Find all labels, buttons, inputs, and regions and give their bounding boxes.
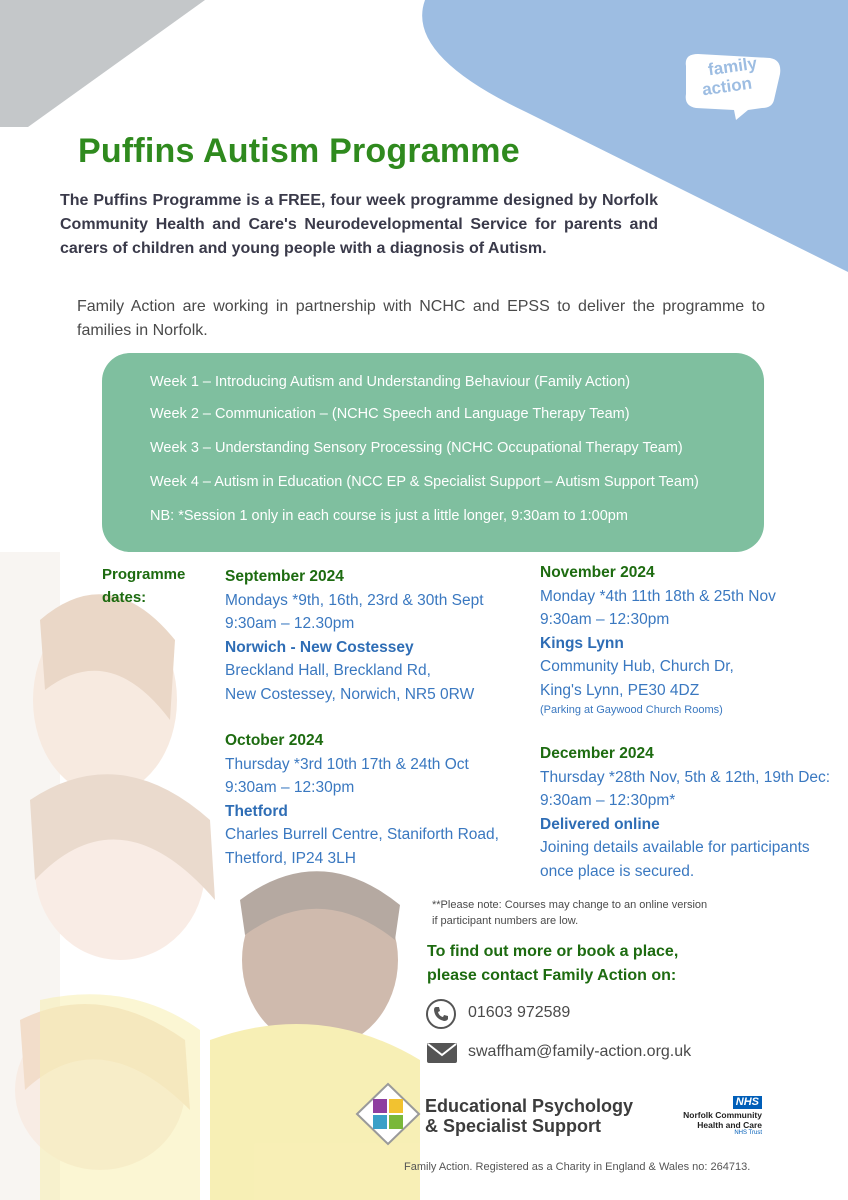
december-location: Delivered online — [540, 815, 660, 833]
week-1: Week 1 – Introducing Autism and Understanding Behaviour (Family Action) — [150, 374, 631, 390]
phone-icon — [425, 998, 457, 1030]
epss-line1: Educational Psychology — [425, 1096, 634, 1116]
epss-line2: & Specialist Support — [425, 1116, 602, 1136]
session-november — [540, 561, 776, 718]
october-address-1: Charles Burrell Centre, Staniforth Road, — [225, 826, 499, 843]
nhs-line2: Health and Care — [697, 1120, 762, 1130]
december-time: 9:30am – 12:30pm* — [540, 792, 676, 809]
september-month: September 2024 — [225, 568, 344, 585]
nhs-badge: NHS — [733, 1096, 762, 1109]
november-parking-note: (Parking at Gaywood Church Rooms) — [540, 704, 723, 716]
nhs-line3: NHS Trust — [734, 1130, 762, 1136]
september-address-2: New Costessey, Norwich, NR5 0RW — [225, 685, 475, 703]
december-month: December 2024 — [540, 745, 654, 762]
november-address-1: Community Hub, Church Dr, — [540, 658, 734, 675]
change-notice-line1: **Please note: Courses may change to an online version — [432, 899, 708, 911]
nhs-line1: Norfolk Community — [683, 1110, 762, 1120]
weeks-panel — [102, 353, 764, 552]
september-location: Norwich - New Costessey — [225, 638, 414, 656]
september-dates: Mondays *9th, 16th, 23rd & 30th Sept — [225, 591, 484, 609]
epss-logo — [355, 1082, 634, 1146]
session-october — [225, 729, 499, 870]
partnership-paragraph: Family Action are working in partnership with NCHC and EPSS to deliver the programme to families in Norfolk. — [77, 298, 765, 339]
charity-footer: Family Action. Registered as a Charity in England & Wales no: 264713. — [404, 1161, 751, 1173]
dates-label-line1: Programme — [102, 566, 186, 583]
september-time: 9:30am – 12.30pm — [225, 615, 355, 632]
session-note: NB: *Session 1 only in each course is just a little longer, 9:30am to 1:00pm — [150, 508, 628, 524]
phone-number[interactable]: 01603 972589 — [468, 1004, 571, 1021]
change-notice-line2: if participant numbers are low. — [432, 915, 579, 927]
contact-heading-line2: please contact Family Action on: — [427, 967, 677, 984]
logo-text-action: action — [700, 73, 754, 100]
nhs-logo — [660, 1096, 770, 1140]
puzzle-icon — [355, 1082, 421, 1146]
change-notice — [432, 897, 707, 929]
november-month: November 2024 — [540, 564, 655, 581]
email-address[interactable]: swaffham@family-action.org.uk — [468, 1043, 692, 1060]
week-3: Week 3 – Understanding Sensory Processing (NCHC Occupational Therapy Team) — [150, 440, 683, 456]
dates-label-line2: dates: — [102, 589, 147, 606]
september-address-1: Breckland Hall, Breckland Rd, — [225, 662, 431, 679]
logo-text-family: family — [706, 53, 759, 80]
session-december — [540, 742, 830, 883]
week-4: Week 4 – Autism in Education (NCC EP & Specialist Support – Autism Support Team) — [150, 474, 699, 490]
december-detail-2: once place is secured. — [540, 862, 695, 880]
contact-heading-line1: To find out more or book a place, — [427, 943, 679, 960]
november-location: Kings Lynn — [540, 634, 624, 652]
october-month: October 2024 — [225, 732, 324, 749]
november-dates: Monday *4th 11th 18th & 25th Nov — [540, 587, 776, 605]
december-dates: Thursday *28th Nov, 5th & 12th, 19th Dec: — [540, 768, 831, 786]
email-icon — [427, 1043, 457, 1063]
intro-paragraph: The Puffins Programme is a FREE, four week programme designed by Norfolk Community Health and Care's Neurodevelopmental Service for parents and carers of children and young people with a diagnosis of Autism. — [60, 192, 658, 257]
november-time: 9:30am – 12:30pm — [540, 611, 670, 628]
page-title: Puffins Autism Programme — [78, 132, 520, 170]
december-detail-1: Joining details available for participants — [540, 839, 810, 856]
october-time: 9:30am – 12:30pm — [225, 779, 355, 796]
family-action-logo — [678, 48, 786, 120]
october-location: Thetford — [225, 802, 288, 820]
november-address-2: King's Lynn, PE30 4DZ — [540, 681, 700, 699]
october-dates: Thursday *3rd 10th 17th & 24th Oct — [225, 755, 469, 773]
session-september — [225, 565, 484, 706]
october-address-2: Thetford, IP24 3LH — [225, 849, 356, 867]
programme-dates-label — [102, 563, 185, 609]
contact-heading — [427, 940, 678, 988]
week-2: Week 2 – Communication – (NCHC Speech and Language Therapy Team) — [150, 406, 630, 422]
